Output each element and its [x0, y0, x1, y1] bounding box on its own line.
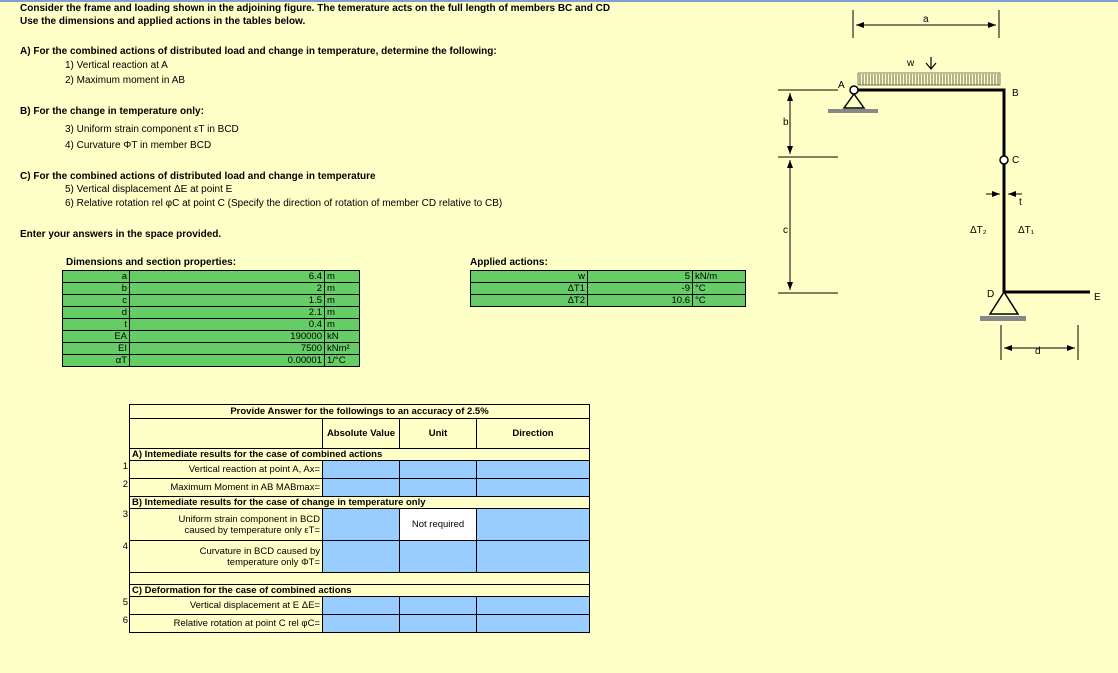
table-row	[118, 461, 590, 479]
col-direction: Direction	[477, 419, 590, 449]
frame-figure	[760, 0, 1118, 370]
label-dT2: ΔT₂	[970, 225, 987, 236]
section-a-heading: A) Intemediate results for the case of combined actions	[130, 449, 590, 461]
row-label-line: Curvature in BCD caused by	[199, 545, 320, 557]
row-number: 6	[122, 614, 128, 626]
intro-line-2: Use the dimensions and applied actions in the tables below.	[20, 16, 306, 27]
act-label: ΔT2	[471, 295, 588, 307]
act-unit: °C	[693, 283, 746, 295]
dim-label: b	[63, 283, 130, 295]
distributed-load	[860, 74, 998, 85]
col-unit: Unit	[400, 419, 477, 449]
answer-direction-6[interactable]	[477, 615, 590, 633]
row-number: 2	[122, 478, 128, 490]
answer-unit-1[interactable]	[400, 461, 477, 479]
part-a-heading: A) For the combined actions of distributed load and change in temperature, determine the following:	[20, 46, 497, 57]
row-label: Maximum Moment in AB MABmax=	[130, 479, 323, 497]
dim-value: 2	[130, 283, 325, 295]
applied-title: Applied actions:	[470, 257, 548, 268]
row-label: Vertical reaction at point A, Ax=	[130, 461, 323, 479]
dim-label: a	[63, 271, 130, 283]
row-number: 3	[122, 508, 128, 520]
answer-direction-5[interactable]	[477, 597, 590, 615]
intro-line-1: Consider the frame and loading shown in the adjoining figure. The temerature acts on the full length of members BC and CD	[20, 3, 611, 14]
dim-unit: 1/°C	[325, 355, 360, 367]
answer-value-1[interactable]	[323, 461, 400, 479]
answer-unit-2[interactable]	[400, 479, 477, 497]
answer-value-5[interactable]	[323, 597, 400, 615]
dim-unit: m	[325, 307, 360, 319]
dim-value: 0.00001	[130, 355, 325, 367]
row-label: Vertical displacement at E ΔE=	[130, 597, 323, 615]
answer-value-4[interactable]	[323, 541, 400, 573]
dim-label: c	[63, 295, 130, 307]
table-row	[63, 307, 360, 319]
dim-value: 190000	[130, 331, 325, 343]
label-B: B	[1012, 88, 1019, 99]
row-label	[130, 541, 323, 573]
label-dT1: ΔT₁	[1018, 225, 1035, 236]
act-value: 5	[588, 271, 693, 283]
dim-unit: kN	[325, 331, 360, 343]
dim-label: EI	[63, 343, 130, 355]
row-number: 1	[122, 460, 128, 472]
act-unit: °C	[693, 295, 746, 307]
act-unit: kN/m	[693, 271, 746, 283]
dim-unit: m	[325, 319, 360, 331]
label-c: c	[783, 225, 788, 236]
dim-label: t	[63, 319, 130, 331]
table-row	[63, 271, 360, 283]
col-absolute-value: Absolute Value	[323, 419, 400, 449]
dim-label: d	[63, 307, 130, 319]
part-a-item-1: 1) Vertical reaction at A	[65, 60, 168, 71]
row-number: 4	[122, 540, 128, 552]
table-row	[118, 479, 590, 497]
label-b: b	[783, 117, 789, 128]
dim-value: 2.1	[130, 307, 325, 319]
table-row	[471, 295, 746, 307]
part-b-item-4: 4) Curvature ΦT in member BCD	[65, 140, 212, 151]
label-a: a	[923, 14, 929, 25]
answer-unit-4[interactable]	[400, 541, 477, 573]
answer-direction-2[interactable]	[477, 479, 590, 497]
dim-value: 7500	[130, 343, 325, 355]
answer-direction-1[interactable]	[477, 461, 590, 479]
dim-unit: m	[325, 271, 360, 283]
hinge-c-icon	[1000, 156, 1008, 164]
label-D: D	[987, 289, 995, 300]
table-row	[63, 283, 360, 295]
table-row	[471, 271, 746, 283]
answer-unit-6[interactable]	[400, 615, 477, 633]
dim-value: 1.5	[130, 295, 325, 307]
label-E: E	[1094, 292, 1101, 303]
part-c-item-6: 6) Relative rotation rel φC at point C (Specify the direction of rotation of member CD relative to CB)	[65, 198, 503, 209]
dim-unit: m	[325, 295, 360, 307]
label-w: w	[907, 58, 915, 69]
label-A: A	[838, 80, 845, 91]
applied-table	[470, 270, 746, 307]
table-row	[118, 615, 590, 633]
not-required-cell: Not required	[400, 509, 477, 541]
answer-title: Provide Answer for the followings to an accuracy of 2.5%	[130, 405, 590, 419]
answer-value-3[interactable]	[323, 509, 400, 541]
row-number: 5	[122, 596, 128, 608]
answer-value-6[interactable]	[323, 615, 400, 633]
answer-value-2[interactable]	[323, 479, 400, 497]
ground-d-icon	[980, 316, 1026, 321]
section-b-heading: B) Intemediate results for the case of change in temperature only	[130, 497, 590, 509]
dim-label: αT	[63, 355, 130, 367]
label-d: d	[1035, 346, 1041, 357]
dimensions-title: Dimensions and section properties:	[66, 257, 237, 268]
table-row	[118, 597, 590, 615]
dim-label: EA	[63, 331, 130, 343]
row-label: Relative rotation at point C rel φC=	[130, 615, 323, 633]
load-arrow-icon	[926, 57, 936, 69]
dim-value: 0.4	[130, 319, 325, 331]
dim-unit: kNm²	[325, 343, 360, 355]
table-row	[63, 295, 360, 307]
label-t: t	[1019, 197, 1022, 208]
table-row	[471, 283, 746, 295]
dim-value: 6.4	[130, 271, 325, 283]
table-row	[63, 319, 360, 331]
act-value: 10.6	[588, 295, 693, 307]
part-c-item-5: 5) Vertical displacement ΔE at point E	[65, 184, 233, 195]
ground-a-icon	[828, 109, 878, 113]
part-c-heading: C) For the combined actions of distributed load and change in temperature	[20, 171, 376, 182]
table-row	[63, 331, 360, 343]
row-label-line: Uniform strain component in BCD	[178, 513, 320, 525]
part-a-item-2: 2) Maximum moment in AB	[65, 75, 186, 86]
answer-direction-4[interactable]	[477, 541, 590, 573]
part-b-heading: B) For the change in temperature only:	[20, 106, 204, 117]
frame-members	[854, 90, 1090, 292]
act-value: -9	[588, 283, 693, 295]
table-row	[63, 355, 360, 367]
label-C: C	[1012, 155, 1020, 166]
answer-table	[118, 404, 590, 633]
row-label-line: caused by temperature only εT=	[184, 524, 320, 536]
answer-direction-3[interactable]	[477, 509, 590, 541]
enter-instruction: Enter your answers in the space provided.	[20, 229, 222, 240]
table-row	[63, 343, 360, 355]
row-label	[130, 509, 323, 541]
section-c-heading: C) Deformation for the case of combined actions	[130, 585, 590, 597]
act-label: ΔT1	[471, 283, 588, 295]
act-label: w	[471, 271, 588, 283]
dimensions-table	[62, 270, 360, 367]
table-row	[118, 509, 590, 541]
dim-unit: m	[325, 283, 360, 295]
part-b-item-3: 3) Uniform strain component εT in BCD	[65, 124, 239, 135]
answer-unit-5[interactable]	[400, 597, 477, 615]
row-label-line: temperature only ΦT=	[227, 556, 320, 568]
table-row	[118, 541, 590, 573]
